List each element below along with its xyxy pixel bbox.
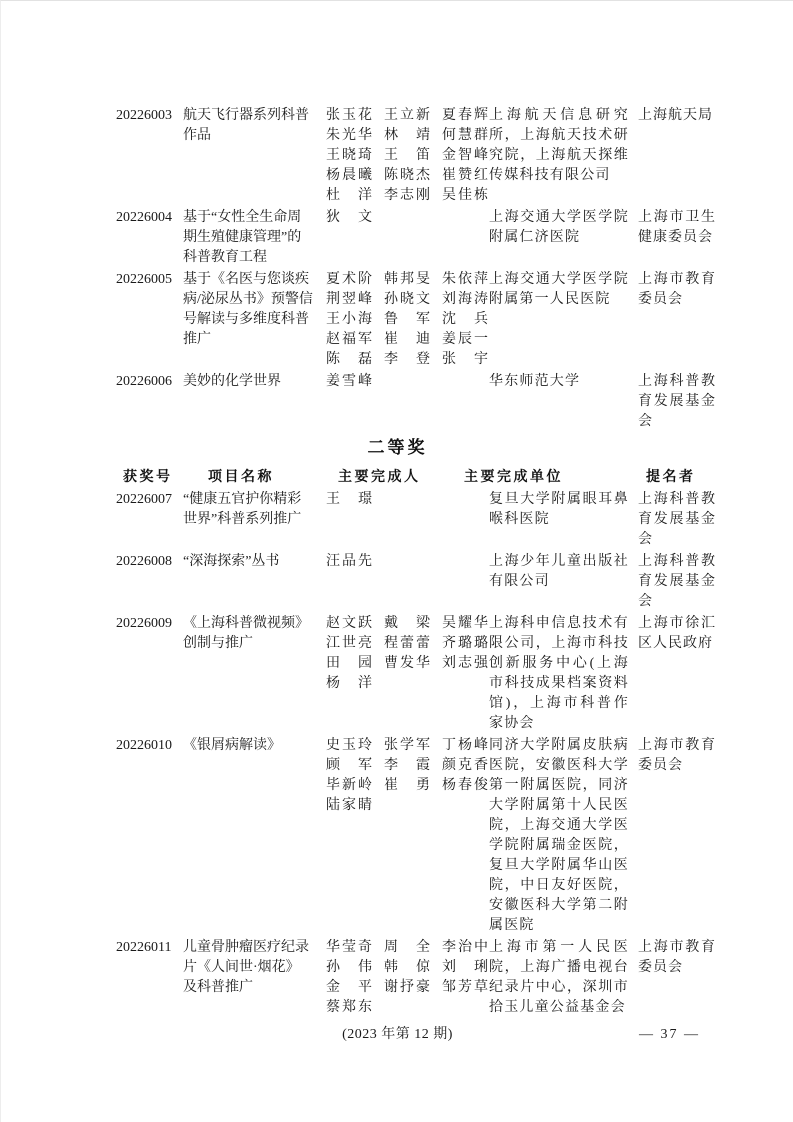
- person-name: 王晓琦: [326, 148, 372, 163]
- nominator: 上海航天局: [638, 108, 713, 123]
- person-name: 崔赞红: [442, 168, 488, 183]
- person-name: 何慧群: [442, 128, 488, 143]
- nominator: 上海市教育委员会: [638, 272, 716, 307]
- main-completers: [326, 490, 484, 510]
- main-completion-units: 上海交通大学医学院附属第一人民医院: [489, 272, 629, 307]
- column-header-award-number: 获奖号: [123, 468, 173, 484]
- person-line: [326, 978, 488, 998]
- person-line: [326, 270, 488, 290]
- person-line: [326, 372, 484, 392]
- award-number: 20226007: [116, 492, 172, 507]
- person-line: [326, 166, 488, 186]
- person-name: 李治中: [442, 940, 488, 955]
- person-line: [326, 614, 488, 634]
- person-name: 邹芳草: [442, 980, 488, 995]
- person-name: 杨洋: [326, 676, 372, 691]
- nominator: 上海市教育委员会: [638, 738, 716, 773]
- person-name: 金智峰: [442, 148, 488, 163]
- person-name: 荆翌峰: [326, 292, 372, 307]
- person-name: 王小海: [326, 312, 372, 327]
- footer-issue-label: (2023 年第 12 期): [342, 1027, 453, 1042]
- person-name: 毕新岭: [326, 778, 372, 793]
- project-name: 基于“女性全生命周期生殖健康管理”的科普教育工程: [183, 210, 302, 265]
- person-line: [326, 290, 488, 310]
- main-completers: [326, 270, 488, 370]
- person-name: 吴佳栋: [442, 188, 488, 203]
- project-name: 美妙的化学世界: [183, 374, 281, 389]
- person-name: 杨晨曦: [326, 168, 372, 183]
- person-name: 陆家睛: [326, 798, 372, 813]
- person-name: 谢抒豪: [384, 980, 430, 995]
- main-completers: [326, 208, 484, 228]
- person-name: 刘海涛: [442, 292, 488, 307]
- person-line: [326, 736, 488, 756]
- column-header-main-completers: 主要完成人: [338, 468, 421, 484]
- person-line: [326, 490, 484, 510]
- project-name: “深海探索”丛书: [183, 554, 280, 569]
- nominator: 上海科普教育发展基金会: [638, 374, 716, 429]
- table-row: [116, 614, 716, 734]
- main-completers: [326, 938, 488, 1018]
- person-name: 韩倞: [384, 960, 430, 975]
- column-header-nominator: 提名者: [646, 468, 696, 484]
- award-number: 20226003: [116, 108, 172, 123]
- person-name: 孙伟: [326, 960, 372, 975]
- award-number: 20226005: [116, 272, 172, 287]
- person-name: 林靖: [384, 128, 430, 143]
- person-name: 赵福军: [326, 332, 372, 347]
- project-name: 儿童骨肿瘤医疗纪录片《人间世·烟花》及科普推广: [183, 940, 309, 995]
- person-line: [326, 186, 488, 206]
- person-name: 刘琍: [442, 960, 488, 975]
- person-name: 汪品先: [326, 554, 372, 569]
- person-line: [326, 776, 488, 796]
- person-name: 夏春辉: [442, 108, 488, 123]
- main-completion-units: 上海交通大学医学院附属仁济医院: [489, 210, 629, 245]
- person-name: 王笛: [384, 148, 430, 163]
- person-name: 陈晓杰: [384, 168, 430, 183]
- person-name: 周全: [384, 940, 430, 955]
- person-name: 田园: [326, 656, 372, 671]
- person-name: 齐璐璐: [442, 636, 488, 651]
- person-name: 程蕾蕾: [384, 636, 430, 651]
- project-name: “健康五官护你精彩世界”科普系列推广: [183, 492, 302, 527]
- award-number: 20226011: [116, 940, 172, 955]
- person-name: 颜克香: [442, 758, 488, 773]
- award-number: 20226010: [116, 738, 172, 753]
- project-name: 基于《名医与您谈疾病/泌尿丛书》预警信号解读与多维度科普推广: [183, 272, 313, 347]
- award-number: 20226009: [116, 616, 172, 631]
- table-row: [116, 372, 716, 432]
- page-content: [116, 106, 716, 1020]
- main-completers: [326, 736, 488, 816]
- person-name: 金平: [326, 980, 372, 995]
- award-number: 20226004: [116, 210, 172, 225]
- person-name: 赵文跃: [326, 616, 372, 631]
- person-name: 张宇: [442, 352, 488, 367]
- person-name: 王立新: [384, 108, 430, 123]
- person-name: 曹发华: [384, 656, 430, 671]
- main-completers: [326, 372, 484, 392]
- nominator: 上海科普教育发展基金会: [638, 554, 716, 609]
- person-line: [326, 310, 488, 330]
- person-name: 王璟: [326, 492, 372, 507]
- award-number: 20226008: [116, 554, 172, 569]
- person-line: [326, 330, 488, 350]
- person-name: 杜洋: [326, 188, 372, 203]
- person-name: 李霞: [384, 758, 430, 773]
- table-row: [116, 490, 716, 550]
- person-line: [326, 756, 488, 776]
- main-completion-units: 上海科申信息技术有限公司，上海市科技创新服务中心(上海市科技成果档案资料馆)，上海市科普作家协会: [489, 616, 629, 731]
- person-name: 崔迪: [384, 332, 430, 347]
- main-completers: [326, 614, 488, 694]
- person-line: [326, 938, 488, 958]
- award-number: 20226006: [116, 374, 172, 389]
- award-table-second-class: [116, 490, 716, 1018]
- table-row: [116, 938, 716, 1018]
- table-header-row: [116, 466, 716, 486]
- main-completion-units: 上海少年儿童出版社有限公司: [489, 554, 629, 589]
- main-completion-units: 同济大学附属皮肤病医院，安徽医科大学第一附属医院，同济大学附属第十人民医院，上海交通大学医学院附属瑞金医院，复旦大学附属华山医院，中日友好医院，安徽医科大学第二附属医院: [489, 738, 629, 933]
- person-name: 朱光华: [326, 128, 372, 143]
- person-line: [326, 208, 484, 228]
- person-line: [326, 350, 488, 370]
- project-name: 《上海科普微视频》创制与推广: [183, 616, 309, 651]
- person-name: 张学军: [384, 738, 430, 753]
- person-line: [326, 146, 488, 166]
- person-name: 戴梁: [384, 616, 430, 631]
- column-header-main-completion-units: 主要完成单位: [464, 468, 563, 484]
- person-line: [326, 674, 484, 694]
- person-name: 韩邦旻: [384, 272, 430, 287]
- nominator: 上海市教育委员会: [638, 940, 716, 975]
- main-completion-units: 复旦大学附属眼耳鼻喉科医院: [489, 492, 629, 527]
- main-completers: [326, 106, 488, 206]
- person-name: 丁杨峰: [442, 738, 488, 753]
- person-line: [326, 106, 488, 126]
- person-line: [326, 654, 488, 674]
- main-completers: [326, 552, 484, 572]
- person-name: 李志刚: [384, 188, 430, 203]
- person-name: 狄文: [326, 210, 372, 225]
- person-name: 孙晓文: [384, 292, 430, 307]
- person-name: 张玉花: [326, 108, 372, 123]
- main-completion-units: 华东师范大学: [489, 374, 581, 389]
- footer-page-number: — 37 —: [639, 1027, 700, 1042]
- person-name: 蔡郑东: [326, 1000, 372, 1015]
- nominator: 上海科普教育发展基金会: [638, 492, 716, 547]
- person-name: 吴耀华: [442, 616, 488, 631]
- nominator: 上海市卫生健康委员会: [638, 210, 716, 245]
- person-name: 朱依萍: [442, 272, 488, 287]
- column-header-project-name: 项目名称: [208, 468, 274, 484]
- person-line: [326, 634, 488, 654]
- table-row: [116, 552, 716, 612]
- person-line: [326, 796, 484, 816]
- person-name: 史玉玲: [326, 738, 372, 753]
- person-line: [326, 998, 484, 1018]
- nominator: 上海市徐汇区人民政府: [638, 616, 716, 651]
- person-name: 鲁军: [384, 312, 430, 327]
- main-completion-units: 上海航天信息研究所，上海航天技术研究院，上海航天探维传媒科技有限公司: [489, 108, 629, 183]
- person-line: [326, 552, 484, 572]
- person-name: 李登: [384, 352, 430, 367]
- project-name: 《银屑病解读》: [183, 738, 281, 753]
- person-name: 江世亮: [326, 636, 372, 651]
- person-name: 夏术阶: [326, 272, 372, 287]
- person-name: 姜雪峰: [326, 374, 372, 389]
- person-name: 崔勇: [384, 778, 430, 793]
- person-name: 陈磊: [326, 352, 372, 367]
- person-line: [326, 958, 488, 978]
- person-name: 沈兵: [442, 312, 488, 327]
- person-name: 姜辰一: [442, 332, 488, 347]
- person-name: 刘志强: [442, 656, 488, 671]
- project-name: 航天飞行器系列科普作品: [183, 108, 309, 143]
- table-row: [116, 270, 716, 370]
- award-table-continued: [116, 106, 716, 432]
- person-name: 华莹奇: [326, 940, 372, 955]
- main-completion-units: 上海市第一人民医院，上海广播电视台纪录片中心，深圳市拾玉儿童公益基金会: [489, 940, 629, 1015]
- table-row: [116, 106, 716, 206]
- table-row: [116, 736, 716, 936]
- person-name: 顾军: [326, 758, 372, 773]
- table-row: [116, 208, 716, 268]
- person-line: [326, 126, 488, 146]
- section-title: 二等奖: [367, 438, 428, 457]
- person-name: 杨春俊: [442, 778, 488, 793]
